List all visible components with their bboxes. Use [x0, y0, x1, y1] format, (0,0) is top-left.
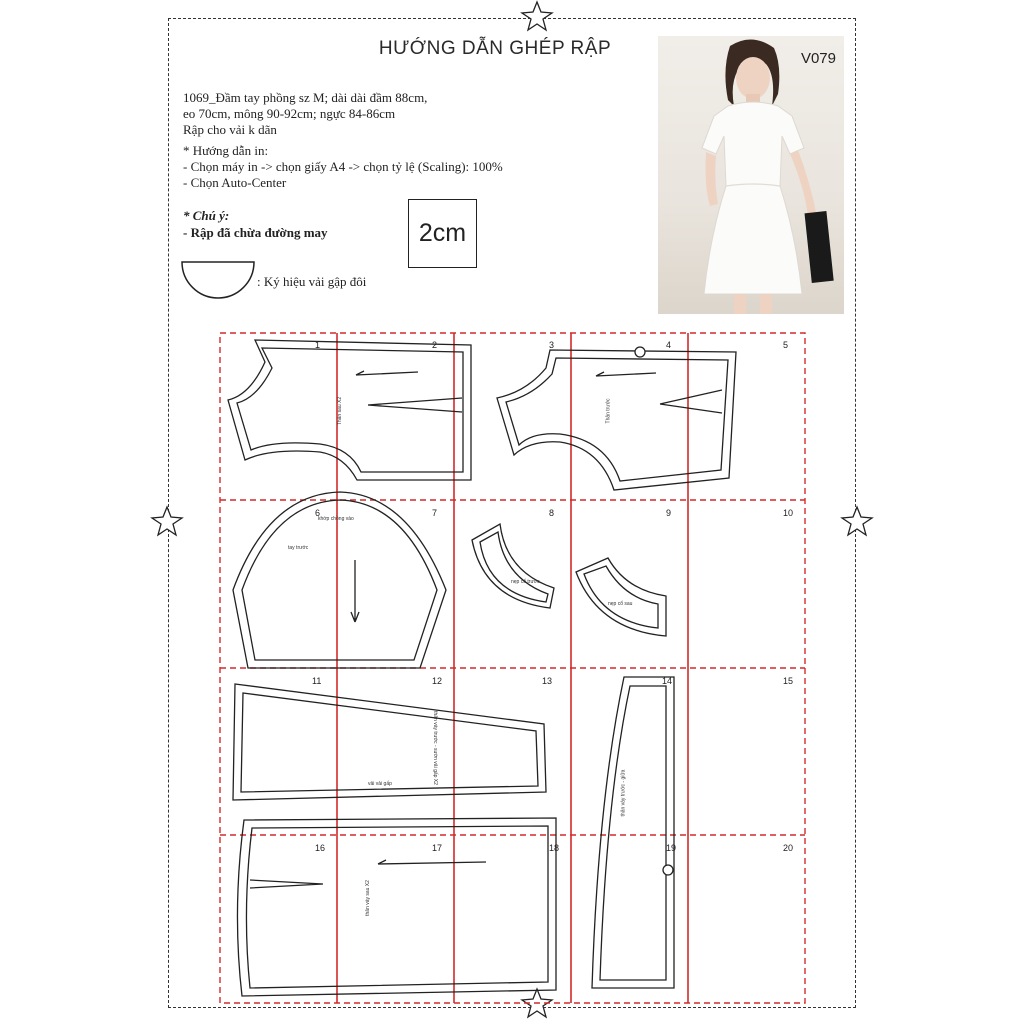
cell-number: 14: [662, 676, 673, 686]
skirt-fold-label: vải vải gấp: [368, 781, 392, 787]
fold-symbol-label: : Ký hiệu vải gập đôi: [257, 274, 367, 289]
cell-number: 1: [315, 340, 321, 350]
seam-allowance-note: - Rập đã chừa đường may: [183, 225, 328, 240]
skirt-center-piece: [592, 677, 677, 988]
cell-number: 4: [666, 340, 672, 350]
cell-number: 20: [783, 843, 794, 853]
front-facing-label: nẹp cổ trước: [511, 579, 540, 585]
back-facing-piece: [576, 558, 666, 636]
page-title: HƯỚNG DẪN GHÉP RẬP: [378, 38, 612, 59]
cell-number: 10: [783, 508, 794, 518]
skirt-side-label: thân váy trước - sườn vải gấp X2: [431, 711, 438, 785]
back-bodice-piece: [228, 340, 471, 480]
cell-number: 16: [315, 843, 326, 853]
cell-number: 7: [432, 508, 438, 518]
pattern-description-line: 1069_Đầm tay phồng sz M; dài dài đầm 88cm,: [183, 90, 428, 105]
print-guide-title: * Hướng dẫn in:: [183, 143, 269, 158]
front-facing-piece: [472, 524, 554, 608]
fabric-note: Rập cho vải k dãn: [183, 122, 277, 137]
pattern-measurements-line: eo 70cm, mông 90-92cm; ngực 84-86cm: [183, 106, 396, 121]
skirt-back-piece: [237, 818, 556, 996]
attention-title: * Chú ý:: [183, 208, 230, 223]
front-bodice-piece: [497, 347, 736, 490]
design-code: V079: [800, 50, 836, 67]
cell-number: 5: [783, 340, 789, 350]
cell-number: 17: [432, 843, 443, 853]
sleeve-notch-label: khớp chồng vào: [318, 516, 354, 522]
cell-number: 13: [542, 676, 553, 686]
cell-number: 18: [549, 843, 560, 853]
scale-box-label: 2cm: [418, 219, 467, 247]
back-bodice-label: Thân sau X2: [337, 396, 344, 426]
cell-number: 6: [315, 508, 321, 518]
cell-number: 12: [432, 676, 443, 686]
print-step-1: - Chọn máy in -> chọn giấy A4 -> chọn tỷ lệ (Scaling): 100%: [183, 159, 503, 174]
cell-number: 11: [312, 676, 322, 686]
sleeve-label: tay trước: [288, 545, 309, 551]
cell-number: 8: [549, 508, 555, 518]
cell-number: 3: [549, 340, 555, 350]
cell-number: 9: [666, 508, 672, 518]
skirt-back-label: thân váy sau X2: [364, 880, 371, 916]
cell-number: 19: [666, 843, 677, 853]
skirt-center-label: thân váy trước - giữa: [620, 769, 627, 817]
front-bodice-label: Thân trước: [605, 398, 612, 424]
print-step-2: - Chọn Auto-Center: [183, 175, 287, 190]
cell-number: 2: [432, 340, 438, 350]
back-facing-label: nẹp cổ sau: [608, 601, 633, 607]
cell-number: 15: [783, 676, 794, 686]
